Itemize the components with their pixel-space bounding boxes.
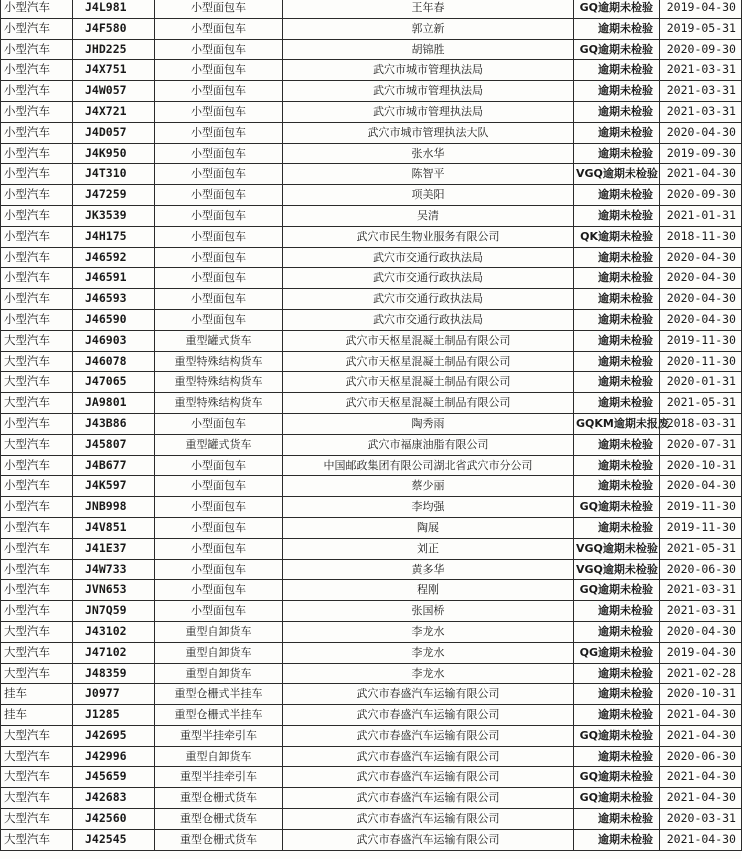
vehicle-model-cell: 小型面包车 bbox=[155, 81, 283, 102]
owner-cell: 武穴市城市管理执法局 bbox=[283, 101, 574, 122]
plate-number-cell: J4L981 bbox=[73, 0, 155, 18]
owner-cell: 武穴市春盛汽车运输有限公司 bbox=[283, 767, 574, 788]
vehicle-model-cell: 小型面包车 bbox=[155, 455, 283, 476]
deadline-date-cell: 2021-04-30 bbox=[660, 705, 742, 726]
status-cell: 逾期未检验 bbox=[574, 393, 660, 414]
owner-cell: 武穴市天枢星混凝土制品有限公司 bbox=[283, 393, 574, 414]
status-cell: 逾期未检验 bbox=[574, 330, 660, 351]
vehicle-type-cell: 小型汽车 bbox=[1, 476, 73, 497]
plate-number-cell: J45807 bbox=[73, 434, 155, 455]
owner-cell: 武穴市城市管理执法大队 bbox=[283, 122, 574, 143]
table-row bbox=[1, 81, 742, 102]
vehicle-type-cell: 小型汽车 bbox=[1, 205, 73, 226]
deadline-date-cell: 2021-03-31 bbox=[660, 101, 742, 122]
vehicle-type-cell: 小型汽车 bbox=[1, 538, 73, 559]
table-row bbox=[1, 164, 742, 185]
deadline-date-cell: 2020-11-30 bbox=[660, 351, 742, 372]
status-cell: 逾期未检验 bbox=[574, 143, 660, 164]
table-row bbox=[1, 226, 742, 247]
owner-cell: 武穴市春盛汽车运输有限公司 bbox=[283, 809, 574, 830]
owner-cell: 武穴市交通行政执法局 bbox=[283, 309, 574, 330]
table-row bbox=[1, 413, 742, 434]
vehicle-model-cell: 小型面包车 bbox=[155, 39, 283, 60]
vehicle-model-cell: 小型面包车 bbox=[155, 0, 283, 18]
vehicle-model-cell: 小型面包车 bbox=[155, 205, 283, 226]
plate-number-cell: J46593 bbox=[73, 289, 155, 310]
deadline-date-cell: 2021-04-30 bbox=[660, 767, 742, 788]
table-row bbox=[1, 205, 742, 226]
owner-cell: 李均强 bbox=[283, 497, 574, 518]
vehicle-model-cell: 小型面包车 bbox=[155, 143, 283, 164]
vehicle-type-cell: 大型汽车 bbox=[1, 621, 73, 642]
vehicle-model-cell: 重型仓栅式半挂车 bbox=[155, 705, 283, 726]
status-cell: VGQ逾期未检验 bbox=[574, 164, 660, 185]
vehicle-type-cell: 小型汽车 bbox=[1, 226, 73, 247]
owner-cell: 陶展 bbox=[283, 517, 574, 538]
vehicle-model-cell: 小型面包车 bbox=[155, 601, 283, 622]
table-row bbox=[1, 621, 742, 642]
table-row bbox=[1, 580, 742, 601]
table-row bbox=[1, 538, 742, 559]
deadline-date-cell: 2020-07-31 bbox=[660, 434, 742, 455]
plate-number-cell: J47102 bbox=[73, 642, 155, 663]
table-row bbox=[1, 39, 742, 60]
table-row bbox=[1, 559, 742, 580]
plate-number-cell: J0977 bbox=[73, 684, 155, 705]
deadline-date-cell: 2020-06-30 bbox=[660, 559, 742, 580]
plate-number-cell: J47259 bbox=[73, 185, 155, 206]
plate-number-cell: J42695 bbox=[73, 725, 155, 746]
vehicle-model-cell: 小型面包车 bbox=[155, 18, 283, 39]
deadline-date-cell: 2020-04-30 bbox=[660, 268, 742, 289]
vehicle-type-cell: 大型汽车 bbox=[1, 829, 73, 850]
deadline-date-cell: 2021-02-28 bbox=[660, 663, 742, 684]
status-cell: 逾期未检验 bbox=[574, 621, 660, 642]
owner-cell: 李龙水 bbox=[283, 621, 574, 642]
table-row bbox=[1, 476, 742, 497]
table-row bbox=[1, 517, 742, 538]
table-row bbox=[1, 247, 742, 268]
vehicle-type-cell: 大型汽车 bbox=[1, 663, 73, 684]
vehicle-model-cell: 重型罐式货车 bbox=[155, 330, 283, 351]
vehicle-model-cell: 小型面包车 bbox=[155, 268, 283, 289]
table-row bbox=[1, 143, 742, 164]
status-cell: 逾期未检验 bbox=[574, 185, 660, 206]
owner-cell: 武穴市天枢星混凝土制品有限公司 bbox=[283, 330, 574, 351]
vehicle-type-cell: 大型汽车 bbox=[1, 393, 73, 414]
plate-number-cell: J46078 bbox=[73, 351, 155, 372]
status-cell: 逾期未检验 bbox=[574, 351, 660, 372]
deadline-date-cell: 2020-04-30 bbox=[660, 247, 742, 268]
plate-number-cell: J4B677 bbox=[73, 455, 155, 476]
vehicle-model-cell: 重型特殊结构货车 bbox=[155, 372, 283, 393]
deadline-date-cell: 2020-10-31 bbox=[660, 455, 742, 476]
vehicle-model-cell: 重型仓栅式半挂车 bbox=[155, 684, 283, 705]
vehicle-type-cell: 大型汽车 bbox=[1, 788, 73, 809]
owner-cell: 武穴市福康油脂有限公司 bbox=[283, 434, 574, 455]
deadline-date-cell: 2020-03-31 bbox=[660, 809, 742, 830]
table-row bbox=[1, 60, 742, 81]
vehicle-type-cell: 小型汽车 bbox=[1, 101, 73, 122]
vehicle-type-cell: 小型汽车 bbox=[1, 81, 73, 102]
status-cell: VGQ逾期未检验 bbox=[574, 559, 660, 580]
status-cell: GQ逾期未检验 bbox=[574, 0, 660, 18]
plate-number-cell: J46903 bbox=[73, 330, 155, 351]
plate-number-cell: JN7Q59 bbox=[73, 601, 155, 622]
owner-cell: 武穴市春盛汽车运输有限公司 bbox=[283, 746, 574, 767]
vehicle-model-cell: 重型仓栅式货车 bbox=[155, 829, 283, 850]
plate-number-cell: J4W057 bbox=[73, 81, 155, 102]
vehicle-model-cell: 小型面包车 bbox=[155, 580, 283, 601]
plate-number-cell: JHD225 bbox=[73, 39, 155, 60]
table-row bbox=[1, 767, 742, 788]
vehicle-type-cell: 大型汽车 bbox=[1, 725, 73, 746]
vehicle-model-cell: 重型半挂牵引车 bbox=[155, 767, 283, 788]
vehicle-type-cell: 大型汽车 bbox=[1, 372, 73, 393]
owner-cell: 武穴市城市管理执法局 bbox=[283, 60, 574, 81]
status-cell: 逾期未检验 bbox=[574, 829, 660, 850]
deadline-date-cell: 2020-06-30 bbox=[660, 746, 742, 767]
owner-cell: 王年春 bbox=[283, 0, 574, 18]
status-cell: GQ逾期未检验 bbox=[574, 580, 660, 601]
plate-number-cell: J4T310 bbox=[73, 164, 155, 185]
deadline-date-cell: 2021-05-31 bbox=[660, 538, 742, 559]
vehicle-model-cell: 小型面包车 bbox=[155, 309, 283, 330]
deadline-date-cell: 2019-11-30 bbox=[660, 330, 742, 351]
status-cell: GQ逾期未检验 bbox=[574, 497, 660, 518]
deadline-date-cell: 2018-03-31 bbox=[660, 413, 742, 434]
owner-cell: 吴清 bbox=[283, 205, 574, 226]
deadline-date-cell: 2020-10-31 bbox=[660, 684, 742, 705]
plate-number-cell: JK3539 bbox=[73, 205, 155, 226]
plate-number-cell: J45659 bbox=[73, 767, 155, 788]
plate-number-cell: J4W733 bbox=[73, 559, 155, 580]
deadline-date-cell: 2019-04-30 bbox=[660, 0, 742, 18]
status-cell: 逾期未检验 bbox=[574, 684, 660, 705]
owner-cell: 蔡少丽 bbox=[283, 476, 574, 497]
vehicle-model-cell: 小型面包车 bbox=[155, 164, 283, 185]
table-row bbox=[1, 746, 742, 767]
vehicle-type-cell: 大型汽车 bbox=[1, 434, 73, 455]
vehicle-type-cell: 小型汽车 bbox=[1, 268, 73, 289]
plate-number-cell: J46590 bbox=[73, 309, 155, 330]
vehicle-type-cell: 大型汽车 bbox=[1, 809, 73, 830]
vehicle-model-cell: 小型面包车 bbox=[155, 413, 283, 434]
status-cell: 逾期未检验 bbox=[574, 205, 660, 226]
owner-cell: 武穴市春盛汽车运输有限公司 bbox=[283, 725, 574, 746]
plate-number-cell: J1285 bbox=[73, 705, 155, 726]
vehicle-type-cell: 小型汽车 bbox=[1, 309, 73, 330]
status-cell: 逾期未检验 bbox=[574, 746, 660, 767]
vehicle-type-cell: 小型汽车 bbox=[1, 60, 73, 81]
status-cell: 逾期未检验 bbox=[574, 60, 660, 81]
vehicle-model-cell: 小型面包车 bbox=[155, 60, 283, 81]
vehicle-model-cell: 重型半挂牵引车 bbox=[155, 725, 283, 746]
status-cell: 逾期未检验 bbox=[574, 455, 660, 476]
plate-number-cell: J43102 bbox=[73, 621, 155, 642]
status-cell: QK逾期未检验 bbox=[574, 226, 660, 247]
owner-cell: 陶秀雨 bbox=[283, 413, 574, 434]
deadline-date-cell: 2021-01-31 bbox=[660, 205, 742, 226]
plate-number-cell: J42560 bbox=[73, 809, 155, 830]
plate-number-cell: J48359 bbox=[73, 663, 155, 684]
table-row bbox=[1, 309, 742, 330]
plate-number-cell: J41E37 bbox=[73, 538, 155, 559]
vehicle-type-cell: 小型汽车 bbox=[1, 559, 73, 580]
deadline-date-cell: 2021-04-30 bbox=[660, 829, 742, 850]
status-cell: 逾期未检验 bbox=[574, 809, 660, 830]
owner-cell: 武穴市城市管理执法局 bbox=[283, 81, 574, 102]
table-row bbox=[1, 372, 742, 393]
deadline-date-cell: 2020-04-30 bbox=[660, 621, 742, 642]
vehicle-model-cell: 重型特殊结构货车 bbox=[155, 351, 283, 372]
vehicle-model-cell: 小型面包车 bbox=[155, 185, 283, 206]
status-cell: GQ逾期未检验 bbox=[574, 788, 660, 809]
vehicle-type-cell: 小型汽车 bbox=[1, 289, 73, 310]
status-cell: 逾期未检验 bbox=[574, 663, 660, 684]
table-row bbox=[1, 330, 742, 351]
table-row bbox=[1, 455, 742, 476]
plate-number-cell: J4X721 bbox=[73, 101, 155, 122]
owner-cell: 武穴市天枢星混凝土制品有限公司 bbox=[283, 351, 574, 372]
table-row bbox=[1, 289, 742, 310]
owner-cell: 黄多华 bbox=[283, 559, 574, 580]
owner-cell: 武穴市春盛汽车运输有限公司 bbox=[283, 684, 574, 705]
plate-number-cell: J4D057 bbox=[73, 122, 155, 143]
deadline-date-cell: 2020-04-30 bbox=[660, 122, 742, 143]
vehicle-type-cell: 小型汽车 bbox=[1, 247, 73, 268]
table-row bbox=[1, 788, 742, 809]
owner-cell: 刘正 bbox=[283, 538, 574, 559]
vehicle-type-cell: 小型汽车 bbox=[1, 601, 73, 622]
vehicle-type-cell: 大型汽车 bbox=[1, 351, 73, 372]
table-row bbox=[1, 684, 742, 705]
deadline-date-cell: 2019-11-30 bbox=[660, 497, 742, 518]
vehicle-type-cell: 小型汽车 bbox=[1, 18, 73, 39]
plate-number-cell: J42545 bbox=[73, 829, 155, 850]
plate-number-cell: J4K597 bbox=[73, 476, 155, 497]
vehicle-type-cell: 小型汽车 bbox=[1, 497, 73, 518]
status-cell: 逾期未检验 bbox=[574, 247, 660, 268]
owner-cell: 武穴市天枢星混凝土制品有限公司 bbox=[283, 372, 574, 393]
vehicle-table-body bbox=[1, 0, 742, 850]
vehicle-model-cell: 重型特殊结构货车 bbox=[155, 393, 283, 414]
owner-cell: 陈智平 bbox=[283, 164, 574, 185]
vehicle-model-cell: 小型面包车 bbox=[155, 538, 283, 559]
table-row bbox=[1, 705, 742, 726]
status-cell: 逾期未检验 bbox=[574, 601, 660, 622]
table-row bbox=[1, 829, 742, 850]
status-cell: 逾期未检验 bbox=[574, 268, 660, 289]
deadline-date-cell: 2018-11-30 bbox=[660, 226, 742, 247]
status-cell: 逾期未检验 bbox=[574, 101, 660, 122]
vehicle-type-cell: 挂车 bbox=[1, 705, 73, 726]
status-cell: GQ逾期未检验 bbox=[574, 767, 660, 788]
plate-number-cell: J4H175 bbox=[73, 226, 155, 247]
vehicle-model-cell: 重型自卸货车 bbox=[155, 621, 283, 642]
table-row bbox=[1, 663, 742, 684]
table-row bbox=[1, 18, 742, 39]
vehicle-model-cell: 小型面包车 bbox=[155, 497, 283, 518]
vehicle-type-cell: 小型汽车 bbox=[1, 0, 73, 18]
plate-number-cell: J47065 bbox=[73, 372, 155, 393]
vehicle-model-cell: 重型自卸货车 bbox=[155, 663, 283, 684]
owner-cell: 武穴市交通行政执法局 bbox=[283, 268, 574, 289]
vehicle-type-cell: 小型汽车 bbox=[1, 122, 73, 143]
deadline-date-cell: 2021-05-31 bbox=[660, 393, 742, 414]
owner-cell: 武穴市春盛汽车运输有限公司 bbox=[283, 705, 574, 726]
status-cell: 逾期未检验 bbox=[574, 705, 660, 726]
vehicle-type-cell: 小型汽车 bbox=[1, 39, 73, 60]
plate-number-cell: J46591 bbox=[73, 268, 155, 289]
status-cell: 逾期未检验 bbox=[574, 517, 660, 538]
deadline-date-cell: 2021-04-30 bbox=[660, 725, 742, 746]
deadline-date-cell: 2020-09-30 bbox=[660, 39, 742, 60]
vehicle-model-cell: 重型仓栅式货车 bbox=[155, 788, 283, 809]
plate-number-cell: J46592 bbox=[73, 247, 155, 268]
status-cell: 逾期未检验 bbox=[574, 476, 660, 497]
table-row bbox=[1, 642, 742, 663]
plate-number-cell: J4V851 bbox=[73, 517, 155, 538]
vehicle-model-cell: 小型面包车 bbox=[155, 476, 283, 497]
owner-cell: 武穴市春盛汽车运输有限公司 bbox=[283, 788, 574, 809]
owner-cell: 李龙水 bbox=[283, 663, 574, 684]
vehicle-type-cell: 大型汽车 bbox=[1, 330, 73, 351]
owner-cell: 中国邮政集团有限公司湖北省武穴市分公司 bbox=[283, 455, 574, 476]
deadline-date-cell: 2019-11-30 bbox=[660, 517, 742, 538]
status-cell: GQ逾期未检验 bbox=[574, 725, 660, 746]
vehicle-model-cell: 小型面包车 bbox=[155, 517, 283, 538]
table-row bbox=[1, 0, 742, 18]
owner-cell: 张国桥 bbox=[283, 601, 574, 622]
status-cell: GQ逾期未检验 bbox=[574, 39, 660, 60]
vehicle-model-cell: 重型仓栅式货车 bbox=[155, 809, 283, 830]
vehicle-model-cell: 重型自卸货车 bbox=[155, 642, 283, 663]
deadline-date-cell: 2019-09-30 bbox=[660, 143, 742, 164]
table-row bbox=[1, 185, 742, 206]
table-row bbox=[1, 351, 742, 372]
vehicle-type-cell: 小型汽车 bbox=[1, 517, 73, 538]
owner-cell: 武穴市交通行政执法局 bbox=[283, 289, 574, 310]
plate-number-cell: J42996 bbox=[73, 746, 155, 767]
vehicle-type-cell: 大型汽车 bbox=[1, 746, 73, 767]
owner-cell: 项美阳 bbox=[283, 185, 574, 206]
vehicle-type-cell: 大型汽车 bbox=[1, 642, 73, 663]
table-row bbox=[1, 601, 742, 622]
vehicle-type-cell: 小型汽车 bbox=[1, 143, 73, 164]
plate-number-cell: J4K950 bbox=[73, 143, 155, 164]
status-cell: 逾期未检验 bbox=[574, 372, 660, 393]
deadline-date-cell: 2021-03-31 bbox=[660, 601, 742, 622]
owner-cell: 程刚 bbox=[283, 580, 574, 601]
status-cell: 逾期未检验 bbox=[574, 18, 660, 39]
plate-number-cell: J43B86 bbox=[73, 413, 155, 434]
plate-number-cell: JA9801 bbox=[73, 393, 155, 414]
table-row bbox=[1, 122, 742, 143]
status-cell: VGQ逾期未检验 bbox=[574, 538, 660, 559]
vehicle-model-cell: 重型自卸货车 bbox=[155, 746, 283, 767]
vehicle-model-cell: 小型面包车 bbox=[155, 122, 283, 143]
deadline-date-cell: 2021-03-31 bbox=[660, 81, 742, 102]
plate-number-cell: J4X751 bbox=[73, 60, 155, 81]
status-cell: 逾期未检验 bbox=[574, 309, 660, 330]
table-row bbox=[1, 268, 742, 289]
owner-cell: 武穴市春盛汽车运输有限公司 bbox=[283, 829, 574, 850]
vehicle-type-cell: 小型汽车 bbox=[1, 164, 73, 185]
vehicle-model-cell: 小型面包车 bbox=[155, 101, 283, 122]
vehicle-type-cell: 小型汽车 bbox=[1, 185, 73, 206]
deadline-date-cell: 2019-05-31 bbox=[660, 18, 742, 39]
deadline-date-cell: 2021-03-31 bbox=[660, 60, 742, 81]
deadline-date-cell: 2020-01-31 bbox=[660, 372, 742, 393]
vehicle-type-cell: 小型汽车 bbox=[1, 580, 73, 601]
status-cell: 逾期未检验 bbox=[574, 434, 660, 455]
status-cell: GQKM逾期未报废 bbox=[574, 413, 660, 434]
plate-number-cell: J4F580 bbox=[73, 18, 155, 39]
owner-cell: 胡锦胜 bbox=[283, 39, 574, 60]
status-cell: 逾期未检验 bbox=[574, 122, 660, 143]
owner-cell: 李龙水 bbox=[283, 642, 574, 663]
table-row bbox=[1, 809, 742, 830]
plate-number-cell: J42683 bbox=[73, 788, 155, 809]
deadline-date-cell: 2020-04-30 bbox=[660, 476, 742, 497]
vehicle-type-cell: 大型汽车 bbox=[1, 767, 73, 788]
table-row bbox=[1, 434, 742, 455]
owner-cell: 张水华 bbox=[283, 143, 574, 164]
table-row bbox=[1, 725, 742, 746]
deadline-date-cell: 2021-04-30 bbox=[660, 788, 742, 809]
vehicle-model-cell: 小型面包车 bbox=[155, 289, 283, 310]
deadline-date-cell: 2019-04-30 bbox=[660, 642, 742, 663]
plate-number-cell: JNB998 bbox=[73, 497, 155, 518]
deadline-date-cell: 2021-03-31 bbox=[660, 580, 742, 601]
vehicle-model-cell: 重型罐式货车 bbox=[155, 434, 283, 455]
table-row bbox=[1, 497, 742, 518]
deadline-date-cell: 2020-04-30 bbox=[660, 309, 742, 330]
table-row bbox=[1, 101, 742, 122]
vehicle-model-cell: 小型面包车 bbox=[155, 559, 283, 580]
vehicle-type-cell: 挂车 bbox=[1, 684, 73, 705]
status-cell: 逾期未检验 bbox=[574, 81, 660, 102]
plate-number-cell: JVN653 bbox=[73, 580, 155, 601]
owner-cell: 郭立新 bbox=[283, 18, 574, 39]
deadline-date-cell: 2020-04-30 bbox=[660, 289, 742, 310]
owner-cell: 武穴市民生物业服务有限公司 bbox=[283, 226, 574, 247]
deadline-date-cell: 2020-09-30 bbox=[660, 185, 742, 206]
status-cell: QG逾期未检验 bbox=[574, 642, 660, 663]
vehicle-type-cell: 小型汽车 bbox=[1, 455, 73, 476]
vehicle-type-cell: 小型汽车 bbox=[1, 413, 73, 434]
owner-cell: 武穴市交通行政执法局 bbox=[283, 247, 574, 268]
deadline-date-cell: 2021-04-30 bbox=[660, 164, 742, 185]
vehicle-model-cell: 小型面包车 bbox=[155, 247, 283, 268]
vehicle-model-cell: 小型面包车 bbox=[155, 226, 283, 247]
status-cell: 逾期未检验 bbox=[574, 289, 660, 310]
table-row bbox=[1, 393, 742, 414]
